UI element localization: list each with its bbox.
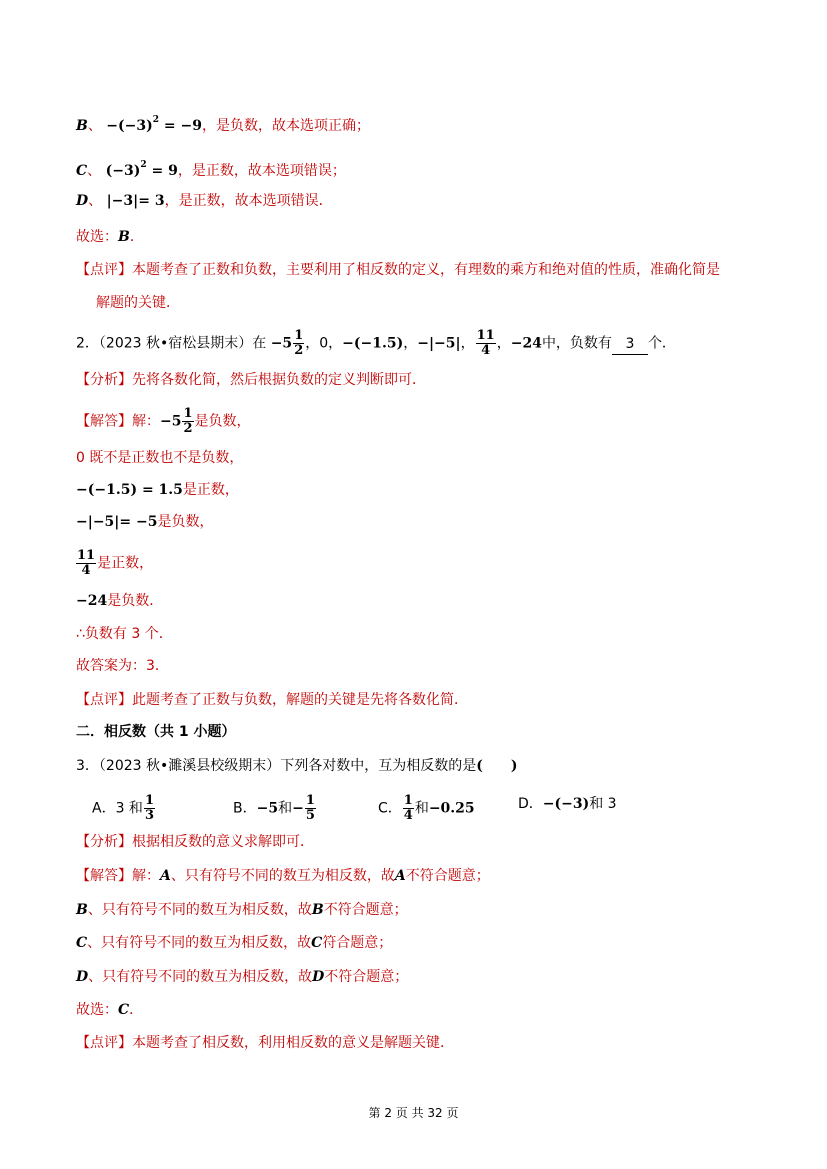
line-end: 不符合题意； xyxy=(405,868,490,884)
option-c xyxy=(378,794,475,823)
numerator: 1 xyxy=(305,793,315,808)
question-mid: 中，负数有 xyxy=(541,335,612,352)
separator: ， xyxy=(403,335,418,352)
solution-2-line-6 xyxy=(76,591,163,611)
exponent: 2 xyxy=(152,115,160,125)
line-text: 故答案为：3． xyxy=(76,658,169,674)
review-text-cont: 解题的关键． xyxy=(96,295,180,311)
option-d xyxy=(518,794,617,814)
line-text: ∴负数有 3 个． xyxy=(76,626,173,642)
line-text: 是正数， xyxy=(97,555,154,572)
page-footer xyxy=(0,1104,827,1121)
review-tag: 【点评】 xyxy=(76,262,132,278)
option-letter: B xyxy=(311,902,324,918)
line-text: 、只有符号不同的数互为相反数，故 xyxy=(88,969,313,985)
review-3 xyxy=(76,1033,454,1053)
denominator: 5 xyxy=(305,808,315,823)
separator: ， xyxy=(328,335,343,352)
analysis-2 xyxy=(76,370,426,390)
line-text: 、只有符号不同的数互为相反数，故 xyxy=(87,935,312,951)
choose-label: 故选： xyxy=(76,1002,118,1018)
number-zero: 0 xyxy=(319,335,329,352)
question-prefix: 2．（2023 秋•宿松县期末）在 xyxy=(76,335,267,352)
separator: ， xyxy=(496,335,511,352)
solution-2-line-7 xyxy=(76,624,173,644)
numerator: 1 xyxy=(183,406,193,421)
option-letter: C xyxy=(76,935,88,951)
line-text: ，是正数，故本选项错误． xyxy=(164,193,333,209)
option-letter: B xyxy=(76,902,88,918)
fraction xyxy=(76,549,96,578)
numerator: 1 xyxy=(144,793,154,808)
choose-end: ． xyxy=(129,229,144,245)
line-text: 、只有符号不同的数互为相反数，故 xyxy=(170,868,395,884)
review-line xyxy=(76,260,720,280)
solution-3-row-a xyxy=(76,866,490,886)
answer-paren: ( ) xyxy=(476,758,518,774)
analysis-text: 先将各数化简，然后根据负数的定义判断即可． xyxy=(132,372,426,388)
math-expr: −|−5|= −5 xyxy=(76,514,158,530)
choose-line-3 xyxy=(76,1000,143,1020)
math-expr: = 9 xyxy=(146,163,178,179)
option-letter: C xyxy=(311,935,323,951)
numerator: 1 xyxy=(294,328,304,343)
mixed-whole: −5 xyxy=(160,413,182,430)
solution-line-b xyxy=(76,110,370,136)
math-expr: = −9 xyxy=(159,118,202,134)
line-text: ，是正数，故本选项错误； xyxy=(177,163,346,179)
solution-3-row-b xyxy=(76,900,408,920)
math-expr: (−3) xyxy=(105,163,141,179)
solution-line-c xyxy=(76,155,346,181)
option-letter: A xyxy=(160,868,171,884)
choose-end: ． xyxy=(129,1002,144,1018)
fraction xyxy=(182,407,193,436)
fraction xyxy=(293,329,304,358)
solution-2-line-4 xyxy=(76,512,213,532)
solution-3-row-c xyxy=(76,933,392,953)
solution-lead: 解： xyxy=(132,413,160,430)
solution-2-line-3 xyxy=(76,480,239,500)
question-suffix: 个． xyxy=(647,335,676,352)
review-text: 此题考查了正数与负数，解题的关键是先将各数化简． xyxy=(132,692,468,708)
line-text: 、只有符号不同的数互为相反数，故 xyxy=(87,902,312,918)
denominator: 3 xyxy=(144,808,154,823)
line-text: 是负数． xyxy=(107,593,164,609)
option-letter: D xyxy=(76,969,89,985)
question-prefix: 3．（2023 秋•濉溪县校级期末）下列各对数中，互为相反数的是 xyxy=(76,758,477,774)
option-letter: D xyxy=(76,193,89,209)
option-label: B． xyxy=(233,800,257,817)
line-text: 0 既不是正数也不是负数， xyxy=(76,450,244,466)
option-label: C． xyxy=(378,800,402,817)
option-a xyxy=(92,794,156,823)
analysis-text: 根据相反数的意义求解即可． xyxy=(132,834,314,850)
solution-2-line-8 xyxy=(76,656,169,676)
denominator: 4 xyxy=(481,343,491,358)
denominator: 4 xyxy=(403,808,413,823)
solution-tag: 【解答】 xyxy=(76,413,132,430)
math-expr: |−3|= 3 xyxy=(106,193,165,209)
line-end: 不符合题意； xyxy=(324,969,409,985)
option-letter: A xyxy=(394,868,406,884)
math-expr: −(−1.5) xyxy=(342,335,404,352)
line-text: ，是负数，故本选项正确； xyxy=(201,118,370,134)
review-text: 本题考查了正数和负数，主要利用了相反数的定义，有理数的乘方和绝对值的性质，准确化简是 xyxy=(132,262,720,278)
line-text: 是负数， xyxy=(157,514,214,530)
question-2 xyxy=(76,329,676,358)
math-expr: −5 xyxy=(256,800,279,817)
solution-line-d xyxy=(76,191,333,211)
line-text: 是正数， xyxy=(182,482,239,498)
option-letter: B xyxy=(76,118,88,134)
option-letter: C xyxy=(76,163,88,179)
separator: ， xyxy=(460,335,475,352)
review-2 xyxy=(76,690,468,710)
solution-3-row-d xyxy=(76,967,408,987)
review-text: 本题考查了相反数，利用相反数的意义是解题关键． xyxy=(132,1035,454,1051)
line-end: 符合题意； xyxy=(322,935,393,951)
page-number: 第 2 页 共 32 页 xyxy=(368,1106,459,1120)
solution-2-line-5 xyxy=(76,549,153,578)
numerator: 11 xyxy=(476,328,495,343)
choose-line xyxy=(76,227,144,247)
math-expr: −24 xyxy=(510,335,542,352)
separator: 、 xyxy=(87,163,102,179)
math-expr: −24 xyxy=(76,593,108,609)
denominator: 4 xyxy=(81,563,91,578)
mixed-whole: −5 xyxy=(270,335,293,352)
review-tag: 【点评】 xyxy=(76,692,132,708)
math-expr: −(−1.5) = 1.5 xyxy=(76,482,183,498)
analysis-tag: 【分析】 xyxy=(76,834,132,850)
analysis-3 xyxy=(76,832,314,852)
option-label: A．3 和 xyxy=(92,800,143,817)
math-expr: −0.25 xyxy=(428,800,475,817)
solution-2-line-2 xyxy=(76,448,243,468)
review-line-cont xyxy=(96,293,180,313)
choose-answer: C xyxy=(118,1002,130,1018)
choose-answer: B xyxy=(118,229,130,245)
fraction xyxy=(305,794,316,823)
analysis-tag: 【分析】 xyxy=(76,372,132,388)
fraction xyxy=(144,794,155,823)
exponent: 2 xyxy=(140,160,147,170)
solution-2-line-1 xyxy=(76,407,251,436)
option-label: D． xyxy=(518,796,543,812)
line-text: 是负数， xyxy=(194,413,251,430)
fraction xyxy=(403,794,414,823)
math-expr: −|−5| xyxy=(417,335,461,352)
separator: 、 xyxy=(88,193,103,209)
section-title xyxy=(76,722,236,742)
separator: ， xyxy=(305,335,320,352)
numerator: 11 xyxy=(77,548,96,563)
option-rest: 和 3 xyxy=(589,796,617,812)
math-expr: −(−3) xyxy=(542,796,590,812)
option-letter: D xyxy=(312,969,325,985)
solution-lead: 解： xyxy=(132,868,160,884)
denominator: 2 xyxy=(294,343,304,358)
fraction xyxy=(476,329,496,358)
math-expr: −(−3) xyxy=(106,118,153,134)
minus-sign: − xyxy=(292,800,304,817)
conjunction: 和 xyxy=(414,800,429,817)
answer-blank: 3 xyxy=(612,334,648,355)
separator: 、 xyxy=(87,118,102,134)
line-end: 不符合题意； xyxy=(323,902,408,918)
choose-label: 故选： xyxy=(76,229,118,245)
question-3 xyxy=(76,756,518,776)
section-title-text: 二．相反数（共 1 小题） xyxy=(76,724,236,740)
numerator: 1 xyxy=(403,793,413,808)
conjunction: 和 xyxy=(278,800,293,817)
review-tag: 【点评】 xyxy=(76,1035,132,1051)
solution-tag: 【解答】 xyxy=(76,868,132,884)
option-b xyxy=(233,794,317,823)
denominator: 2 xyxy=(183,421,193,436)
